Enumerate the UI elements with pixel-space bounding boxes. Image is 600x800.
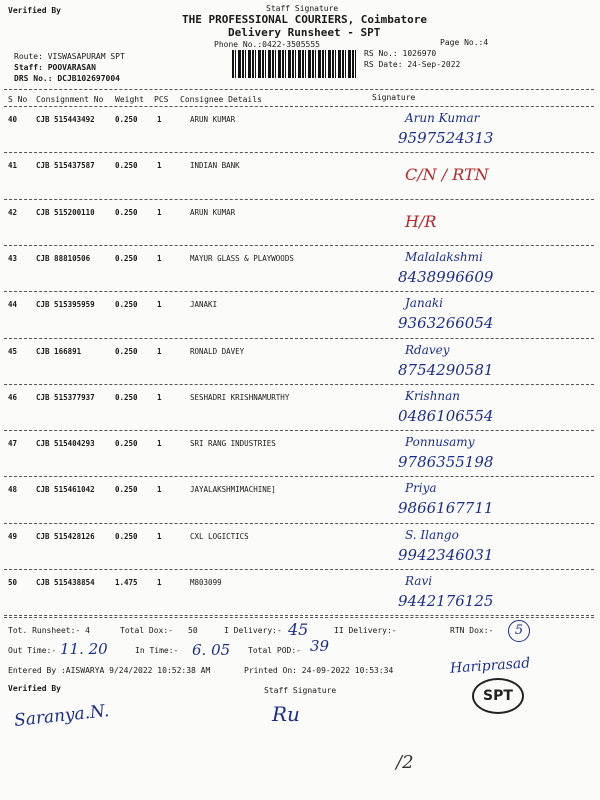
row-sno: 44	[8, 300, 18, 310]
row-consignee: SRI RANG INDUSTRIES	[190, 439, 276, 449]
row-sno: 49	[8, 531, 18, 541]
barcode	[232, 50, 356, 78]
row-weight: 0.250	[115, 531, 138, 541]
in-time-label: In Time:-	[135, 646, 179, 655]
row-signature: S. Ilango	[405, 527, 459, 542]
total-dox-value: 50	[188, 626, 198, 635]
row-consignment: CJB 515438854	[36, 578, 95, 587]
in-time-handwritten: 6. 05	[192, 641, 231, 659]
row-signature: H/R	[405, 211, 437, 231]
row-pcs: 1	[157, 485, 162, 495]
rtn-dox-handwritten: 5	[508, 620, 530, 642]
row-pcs: 1	[157, 253, 162, 263]
row-sno: 50	[8, 578, 18, 587]
stamp-signature: Hariprasad	[449, 655, 531, 677]
row-weight: 0.250	[115, 485, 138, 495]
table-row	[0, 153, 600, 199]
verified-by: Verified By	[8, 684, 61, 693]
row-pcs: 1	[157, 531, 162, 541]
rtn-dox-label: RTN Dox:-	[450, 626, 494, 635]
row-weight: 1.475	[115, 578, 138, 587]
row-weight: 0.250	[115, 439, 138, 449]
row-signature: Rdavey	[405, 342, 450, 357]
table-row	[0, 477, 600, 523]
printed-on: Printed On: 24-09-2022 10:53:34	[244, 666, 394, 675]
row-phone-handwritten: 9866167711	[398, 499, 494, 518]
ii-delivery-label: II Delivery:-	[334, 626, 397, 635]
route: Route: VISWASAPURAM SPT	[14, 52, 125, 61]
row-weight: 0.250	[115, 115, 138, 124]
total-dox-label: Total Dox:-	[120, 626, 173, 635]
row-signature: C/N / RTN	[405, 165, 489, 185]
row-phone-handwritten: 9786355198	[398, 453, 494, 472]
row-consignee: SESHADRI KRISHNAMURTHY	[190, 392, 290, 402]
row-phone-handwritten: 9942346031	[398, 545, 494, 564]
verified-by-top: Verified By	[8, 6, 61, 15]
row-pcs: 1	[157, 346, 162, 356]
col-signature: Signature	[372, 93, 416, 102]
row-consignment: CJB 515377937	[36, 392, 95, 402]
table-row	[0, 246, 600, 292]
row-pcs: 1	[157, 300, 162, 310]
row-weight: 0.250	[115, 207, 138, 217]
row-sno: 40	[8, 115, 18, 124]
row-sno: 41	[8, 161, 18, 171]
table-row	[0, 107, 600, 153]
table-row	[0, 339, 600, 385]
staff-signature-label: Staff Signature	[264, 686, 337, 695]
row-phone-handwritten: 8754290581	[398, 360, 494, 379]
row-consignment: CJB 515428126	[36, 531, 95, 541]
i-delivery-handwritten: 45	[288, 620, 309, 639]
row-phone-handwritten: 0486106554	[398, 406, 494, 425]
row-sno: 45	[8, 346, 18, 356]
row-consignment: CJB 515404293	[36, 439, 95, 449]
row-consignment: CJB 515443492	[36, 115, 95, 124]
row-signature: Janaki	[405, 296, 443, 311]
row-pcs: 1	[157, 392, 162, 402]
row-weight: 0.250	[115, 346, 138, 356]
row-consignment: CJB 515437587	[36, 161, 95, 171]
row-consignee: JANAKI	[190, 300, 218, 310]
row-consignment: CJB 166891	[36, 346, 82, 356]
row-signature: Krishnan	[405, 388, 461, 403]
rs-number: RS No.: 1026970	[364, 49, 437, 58]
row-pcs: 1	[157, 207, 162, 217]
row-phone-handwritten: 9597524313	[398, 129, 494, 147]
out-time-handwritten: 11. 20	[60, 640, 108, 658]
row-weight: 0.250	[115, 161, 138, 171]
entered-by: Entered By :AISWARYA 9/24/2022 10:52:38 AM	[8, 666, 211, 675]
row-consignee: INDIAN BANK	[190, 161, 240, 171]
corner-mark: /2	[396, 752, 414, 773]
row-phone-handwritten: 9442176125	[398, 592, 494, 610]
row-consignee: ARUN KUMAR	[190, 207, 236, 217]
row-weight: 0.250	[115, 392, 138, 402]
col-consignment: Consignment No	[36, 95, 104, 104]
row-signature: Ravi	[405, 574, 433, 588]
row-phone-handwritten: 9363266054	[398, 314, 494, 333]
row-weight: 0.250	[115, 253, 138, 263]
header-divider-top	[4, 89, 594, 90]
row-signature: Ponnusamy	[405, 435, 475, 450]
total-pod-label: Total POD:-	[248, 646, 301, 655]
table-row	[0, 431, 600, 477]
row-pcs: 1	[157, 578, 162, 587]
table-row	[0, 200, 600, 246]
verifier-signature: Saranya.N.	[13, 701, 111, 731]
row-pcs: 1	[157, 439, 162, 449]
table-row	[0, 385, 600, 431]
row-consignee: CXL LOGICTICS	[190, 531, 249, 541]
sheet-title: Delivery Runsheet - SPT	[228, 26, 381, 39]
row-sno: 48	[8, 485, 18, 495]
out-time-label: Out Time:-	[8, 646, 57, 655]
footer-divider	[4, 617, 594, 618]
row-consignee: ARUN KUMAR	[190, 115, 236, 124]
drs-number: DRS No.: DCJB102697004	[14, 74, 120, 83]
i-delivery-label: I Delivery:-	[224, 626, 282, 635]
row-signature: Malalakshmi	[405, 249, 483, 264]
row-signature: Priya	[405, 481, 437, 496]
row-consignee: MAYUR GLASS & PLAYWOODS	[190, 253, 294, 263]
row-sno: 46	[8, 392, 18, 402]
staff-signature-top: Staff Signature	[266, 4, 339, 13]
table-row	[0, 570, 600, 616]
row-sno: 47	[8, 439, 18, 449]
spt-stamp: SPT	[472, 678, 524, 714]
row-consignment: CJB 515200110	[36, 207, 95, 217]
row-sno: 43	[8, 253, 18, 263]
row-pcs: 1	[157, 161, 162, 171]
row-consignee: M803099	[190, 578, 222, 587]
staff-signature-handwritten: Ru	[272, 702, 300, 726]
col-consignee: Consignee Details	[180, 95, 262, 104]
row-consignment: CJB 515461042	[36, 485, 95, 495]
phone-number: Phone No.:0422-3505555	[214, 40, 320, 49]
col-weight: Weight	[115, 95, 144, 104]
row-sno: 42	[8, 207, 18, 217]
row-consignee: JAYALAKSHMIMACHINE]	[190, 485, 276, 495]
col-pcs: PCS	[154, 95, 169, 104]
row-consignee: RONALD DAVEY	[190, 346, 245, 356]
total-pod-handwritten: 39	[310, 637, 330, 655]
row-phone-handwritten: 8438996609	[398, 267, 494, 286]
rs-date: RS Date: 24-Sep-2022	[364, 60, 461, 69]
row-weight: 0.250	[115, 300, 138, 310]
col-sno: S No	[8, 95, 28, 104]
row-pcs: 1	[157, 115, 162, 124]
tot-runsheet: Tot. Runsheet:- 4	[8, 626, 90, 635]
table-row	[0, 524, 600, 570]
company-title: THE PROFESSIONAL COURIERS, Coimbatore	[182, 13, 428, 26]
row-consignment: CJB 515395959	[36, 300, 95, 310]
row-consignment: CJB 88810506	[36, 253, 91, 263]
table-row	[0, 292, 600, 338]
staff-name: Staff: POOVARASAN	[14, 63, 96, 72]
row-signature: Arun Kumar	[405, 111, 480, 125]
page-number: Page No.:4	[440, 38, 489, 47]
